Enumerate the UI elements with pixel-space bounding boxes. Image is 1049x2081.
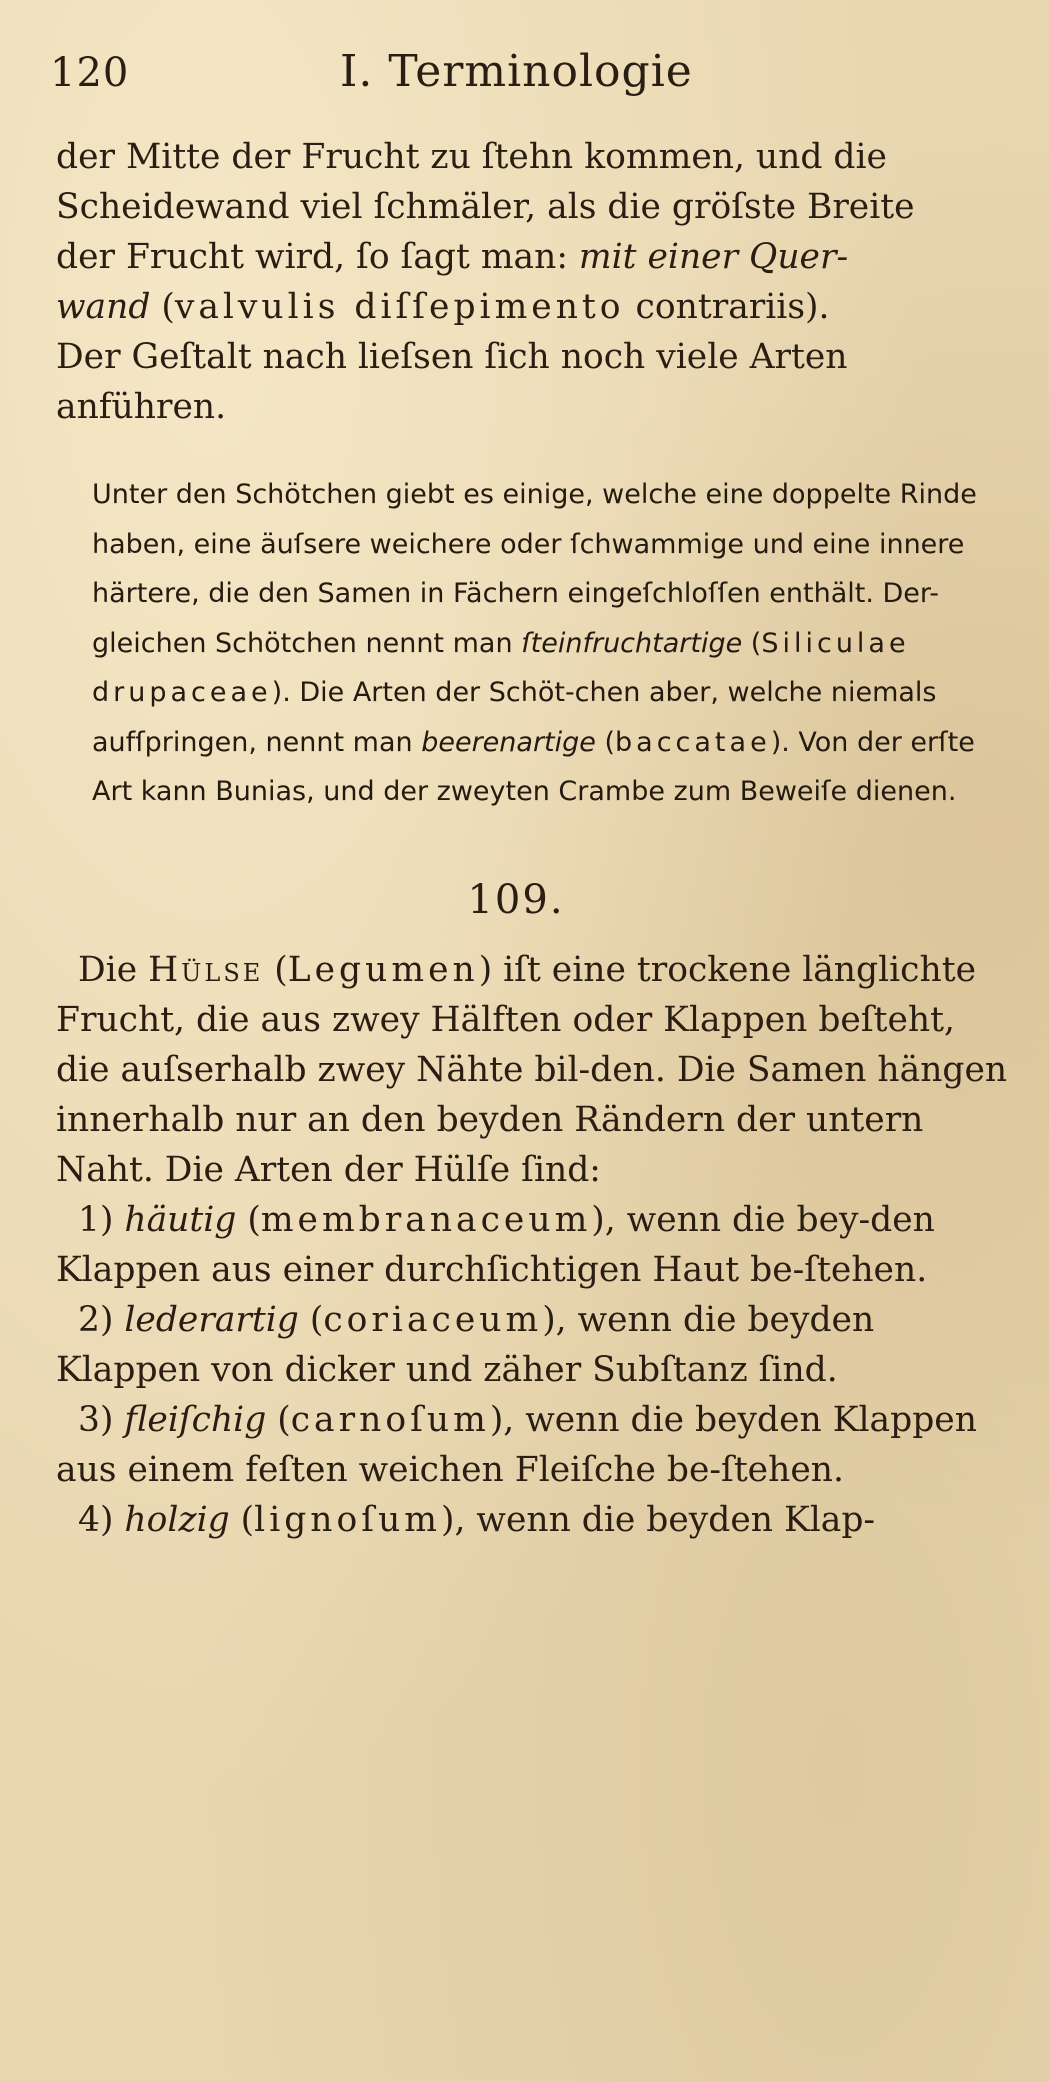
intro-line-2: Scheidewand viel ſchmäler, als die gröſste Breite [56,187,915,227]
note-text-2: ). Die Arten der Schöt-chen aber, welche niemals aufſpringen, nennt man [92,677,937,758]
list-text: ), wenn die bey-den Klappen aus einer durchſichtigen Haut be-ſtehen. [56,1199,935,1290]
list-term: häutig [124,1199,237,1240]
quer-term-a: mit einer Quer- [578,237,849,277]
list-text: ), wenn die beyden Klappen von dicker und zäher Subſtanz ſind. [56,1299,875,1390]
list-text: ), wenn die beyden Klap- [441,1499,876,1540]
list-item: 2) lederartig (coriaceum), wenn die beyden Klappen von dicker und zäher Subſtanz ſind. [56,1299,875,1390]
intro-line-3: der Frucht wird, ſo ſagt man: [56,237,579,277]
list-item: 3) fleiſchig (carnoſum), wenn die beyden Klappen aus einem feſten weichen Fleiſche be-ſtehen. [56,1399,977,1490]
note-term-2: beerenartige [421,726,596,758]
section-lead: Die [78,949,149,990]
list-marker: 4) [78,1499,125,1540]
note-latin-2: baccatae [615,726,771,758]
list-term: lederartig [124,1299,299,1340]
list-latin: lignoſum [254,1499,442,1540]
note-paragraph [56,470,1016,817]
section-latin-open: ( [263,949,288,990]
intro-line-1: der Mitte der Frucht zu ſtehn kommen, und die [56,137,887,177]
note-text-3: ). Von der erſte Art kann Bunias, und der zweyten Crambe zum Beweiſe dienen. [92,726,975,807]
list-latin: membranaceum [260,1199,592,1240]
section-number: 109. [467,876,565,923]
section-latin: Legumen [287,949,479,990]
section-paragraph [56,945,1016,1195]
page-number: 120 [50,50,130,96]
latin-open-paren: ( [161,287,175,327]
list-marker: 3) [78,1399,125,1440]
quer-term-b: wand [56,287,151,327]
note-latin-1-open: ( [742,627,762,659]
list-item: 1) häutig (membranaceum), wenn die bey-den Klappen aus einer durchſichtigen Haut be-ſtehen. [56,1199,935,1290]
list-latin: carnoſum [290,1399,490,1440]
page-body [56,132,1016,1545]
list-marker: 1) [78,1199,125,1240]
note-latin-1: Siliculae drupaceae [92,627,910,708]
list-marker: 2) [78,1299,125,1340]
note-term-1: ſteinfruchtartige [521,627,743,659]
latin-rest: contrariis). [624,287,830,327]
intro-line-5: Der Geſtalt nach lieſsen ſich noch viele Arten [56,337,848,377]
intro-line-6: anführen. [56,387,227,427]
list-term: holzig [124,1499,230,1540]
section-text: ) iſt eine trockene länglichte Frucht, die aus zwey Hälften oder Klappen beſteht, die auſserhalb zwey Nähte bil-den. Die Samen hängen innerhalb nur an den beyden Rändern der untern Naht. Die Arten der Hülſe ſind: [56,949,1008,1190]
latin-term: valvulis diſſepimento [174,287,625,327]
list-latin: coriaceum [323,1299,543,1340]
section-term: Hülse [148,949,264,990]
list-text: ), wenn die beyden Klappen aus einem feſten weichen Fleiſche be-ſtehen. [56,1399,977,1490]
list-item: 4) holzig (lignoſum), wenn die beyden Klap- [56,1495,1016,1545]
note-text-1: Unter den Schötchen giebt es einige, welche eine doppelte Rinde haben, eine äuſsere weichere oder ſchwammige und eine innere härtere, die den Samen in Fächern eingeſchloſſen enthält. Der-gleichen Schötchen nennt man [92,479,977,659]
page-header [50,42,750,102]
running-head: I. Terminologie [340,46,693,97]
note-latin-2-open: ( [595,726,616,758]
list-term: fleiſchig [124,1399,267,1440]
intro-paragraph [56,132,1016,432]
